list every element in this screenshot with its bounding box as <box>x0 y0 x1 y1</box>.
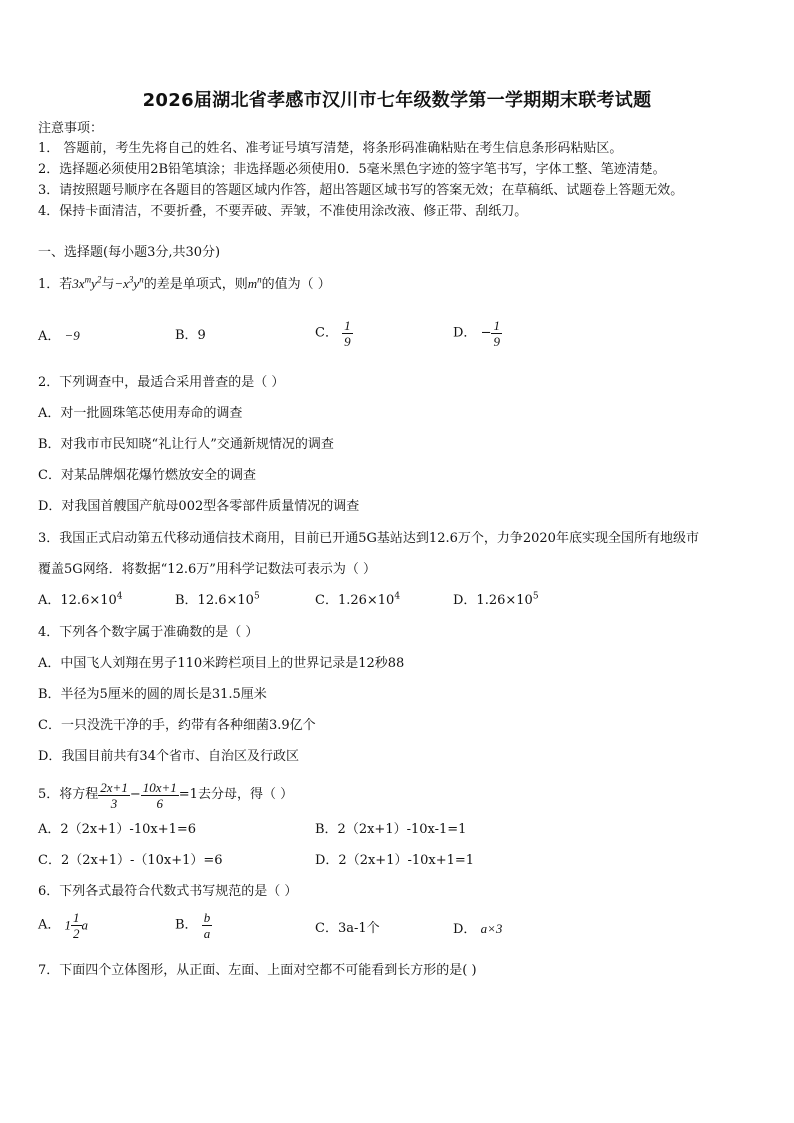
question-7-stem: 7．下面四个立体图形，从正面、左面、上面对空都不可能看到长方形的是( ) <box>38 963 477 978</box>
q5-option-b: B．2（2x+1）-10x-1=1 <box>315 822 467 837</box>
question-2-stem: 2．下列调查中，最适合采用普查的是（ ） <box>38 375 285 390</box>
q1-number: 1．若 <box>38 277 73 292</box>
notice-heading: 注意事项： <box>38 121 104 136</box>
question-5-stem: 5．将方程 $\frac{2x+1}{3}$ − $\frac{10x+1}{6}$ =1去分母，得（ ） <box>38 779 294 811</box>
q1-option-a: A． −9 <box>38 328 80 344</box>
q1-option-b: B．9 <box>175 328 206 343</box>
q5-option-d: D．2（2x+1）-10x+1=1 <box>315 853 475 868</box>
q4-option-a: A．中国飞人刘翔在男子110米跨栏项目上的世界记录是12秒88 <box>38 656 405 671</box>
q3-option-c: C．$1.26\times 10^4$ <box>315 591 401 608</box>
q1-expr3: $m^n$ <box>247 274 262 291</box>
notice-item: 2．选择题必须使用2B铅笔填涂；非选择题必须使用0．5毫米黑色字迹的签字笔书写，字体工整、笔迹清楚。 <box>38 162 666 177</box>
q3-option-a: A．$12.6\times 10^4$ <box>38 591 123 608</box>
q2-option-d: D．对我国首艘国产航母002型各零部件质量情况的调查 <box>38 499 360 514</box>
q1-option-c: C． $\frac{1}{9}$ <box>315 318 351 349</box>
q1-option-d: D． − $\frac{1}{9}$ <box>453 318 500 349</box>
page-title: 2026届湖北省孝感市汉川市七年级数学第一学期期末联考试题 <box>142 90 652 111</box>
q2-option-c: C．对某品牌烟花爆竹燃放安全的调查 <box>38 468 256 483</box>
notice-item: 4．保持卡面清洁，不要折叠，不要弄破、弄皱，不准使用涂改液、修正带、刮纸刀。 <box>38 204 528 219</box>
question-4-stem: 4．下列各个数字属于准确数的是（ ） <box>38 625 259 640</box>
q5-option-c: C．2（2x+1）-（10x+1）=6 <box>38 853 223 868</box>
question-3-stem-cont: 覆盖5G网络．将数据“12.6万”用科学记数法可表示为（ ） <box>38 562 377 577</box>
section-heading: 一、选择题(每小题3分,共30分) <box>38 245 221 260</box>
q1-tail2: 的值为（ ） <box>261 277 331 292</box>
q3-option-b: B．$12.6\times 10^5$ <box>175 591 260 608</box>
q1-tail1: 的差是单项式，则 <box>143 277 248 292</box>
q4-option-b: B．半径为5厘米的圆的周长是31.5厘米 <box>38 687 267 702</box>
question-6-stem: 6．下列各式最符合代数式书写规范的是（ ） <box>38 884 298 899</box>
q2-option-b: B．对我市市民知晓“礼让行人”交通新规情况的调查 <box>38 437 334 452</box>
q6-option-d: D． a×3 <box>453 921 503 937</box>
q1-expr1: $3x^my^2$ <box>72 274 102 291</box>
q6-option-a: A． 1 $\frac{1}{2}$ a <box>38 910 89 941</box>
notice-item: 3．请按照题号顺序在各题目的答题区域内作答，超出答题区域书写的答案无效；在草稿纸、试题卷上答题无效。 <box>38 183 684 198</box>
q5-option-a: A．2（2x+1）-10x+1=6 <box>38 822 197 837</box>
q4-option-d: D．我国目前共有34个省市、自治区及行政区 <box>38 749 299 764</box>
q6-option-b: B． $\frac{b}{a}$ <box>175 910 211 941</box>
question-3-stem: 3．我国正式启动第五代移动通信技术商用，目前已开通5G基站达到12.6万个，力争2020年底实现全国所有地级市 <box>38 531 699 546</box>
notice-item: 1． 答题前，考生先将自己的姓名、准考证号填写清楚，将条形码准确粘贴在考生信息条形码粘贴区。 <box>38 141 623 156</box>
q4-option-c: C．一只没洗干净的手，约带有各种细菌3.9亿个 <box>38 718 316 733</box>
q2-option-a: A．对一批圆珠笔芯使用寿命的调查 <box>38 406 243 421</box>
q1-expr2: $-x^3y^n$ <box>114 274 144 291</box>
q1-conj: 与 <box>101 277 115 292</box>
question-1-stem <box>38 275 331 294</box>
q3-option-d: D．$1.26\times 10^5$ <box>453 591 539 608</box>
q6-option-c: C．3a-1个 <box>315 921 380 936</box>
